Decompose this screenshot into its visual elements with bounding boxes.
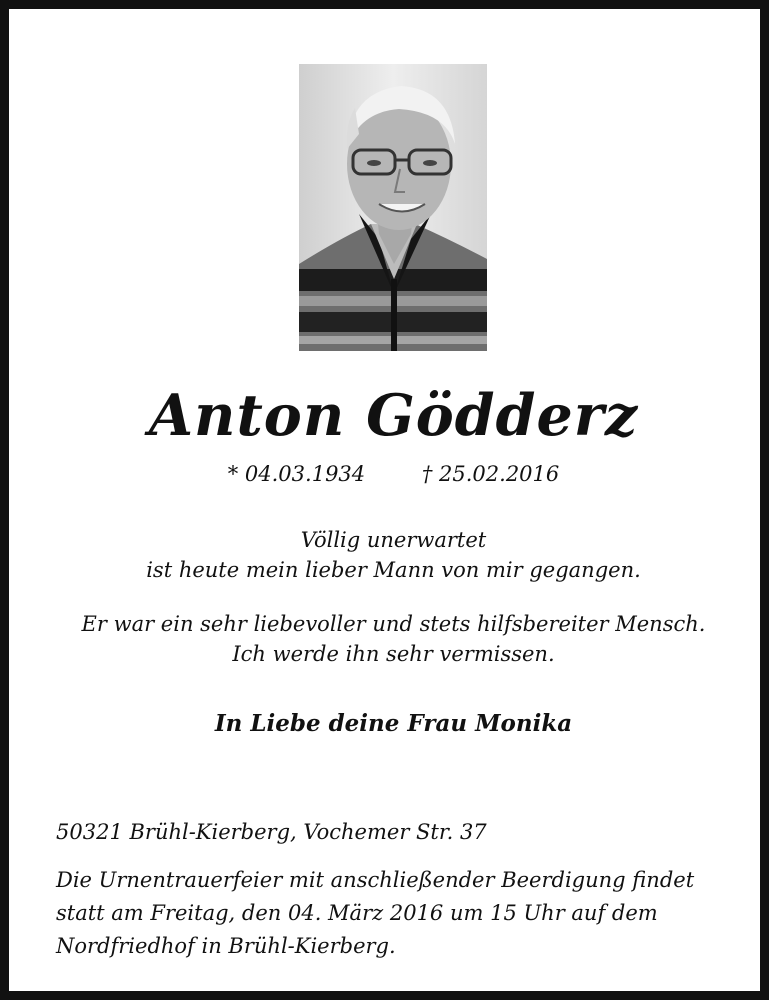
message-line: Völlig unerwartet: [300, 528, 487, 552]
portrait-photo: [299, 64, 487, 351]
life-dates: [9, 460, 769, 488]
message-paragraph-1: [9, 525, 769, 585]
funeral-details-line: statt am Freitag, den 04. März 2016 um 15 Uhr auf dem: [56, 901, 658, 925]
deceased-name: Anton Gödderz: [148, 382, 639, 449]
mourner-address: 50321 Brühl-Kierberg, Vochemer Str. 37: [56, 820, 487, 844]
message-line: ist heute mein lieber Mann von mir gegangen.: [146, 558, 641, 582]
death-date: † 25.02.2016: [421, 462, 560, 486]
funeral-details-line: Die Urnentrauerfeier mit anschließender Beerdigung findet: [56, 868, 695, 892]
birth-date: * 04.03.1934: [227, 462, 366, 486]
message-line: Ich werde ihn sehr vermissen.: [232, 642, 555, 666]
funeral-details: [56, 864, 736, 963]
message-line: Er war ein sehr liebevoller und stets hilfsbereiter Mensch.: [81, 612, 706, 636]
message-paragraph-2: [9, 609, 769, 669]
funeral-details-line: Nordfriedhof in Brühl-Kierberg.: [56, 934, 396, 958]
signature: In Liebe deine Frau Monika: [214, 710, 573, 737]
